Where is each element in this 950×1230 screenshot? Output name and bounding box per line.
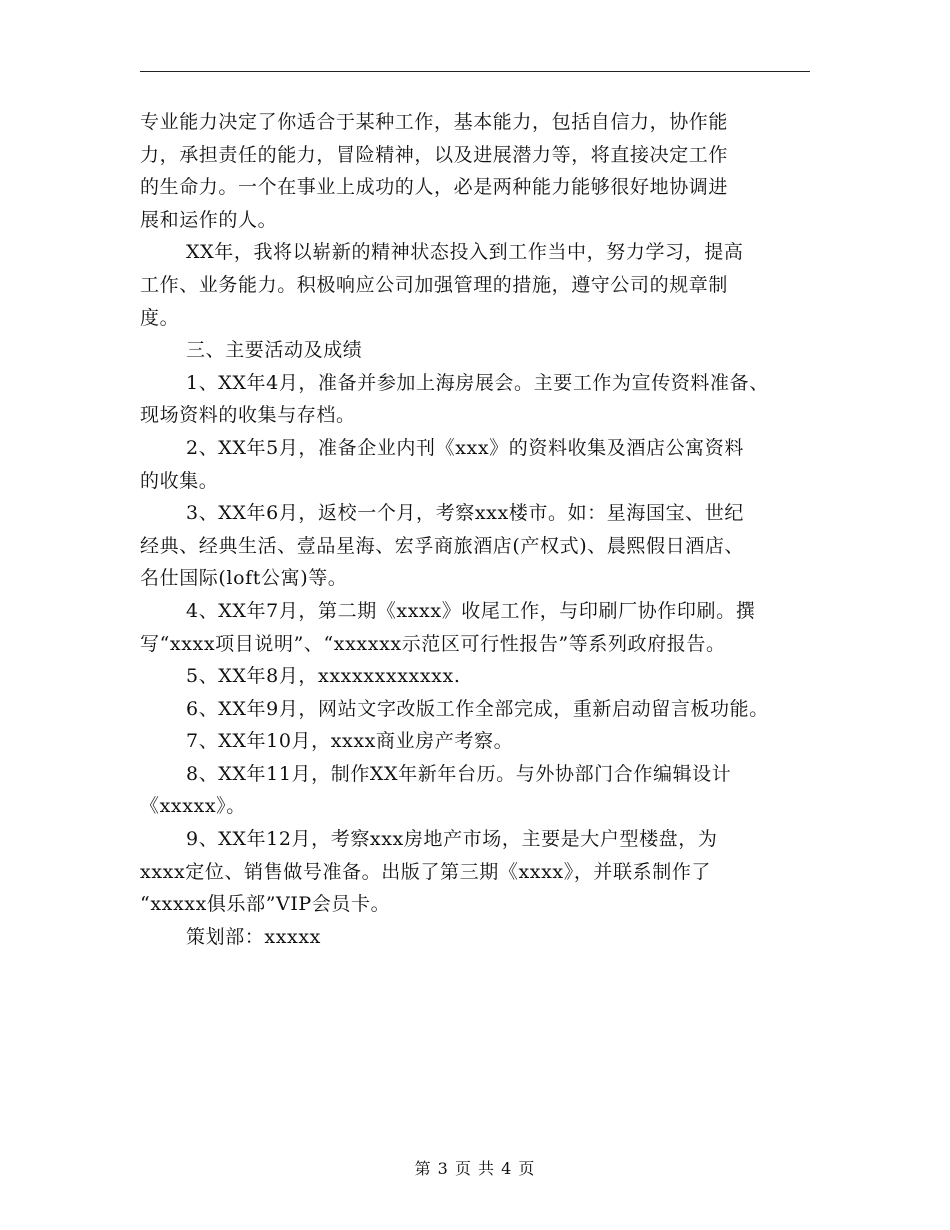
text-line: xxxx定位、销售做号准备。出版了第三期《xxxx》，并联系制作了 bbox=[140, 860, 712, 883]
document-body bbox=[140, 106, 830, 953]
text-line: 力，承担责任的能力，冒险精神，以及进展潜力等，将直接决定工作 bbox=[140, 143, 729, 166]
text-line: 经典、经典生活、壹品星海、宏孚商旅酒店(产权式)、晨熙假日酒店、 bbox=[140, 534, 745, 557]
text-line: “xxxxx俱乐部”VIP会员卡。 bbox=[140, 893, 391, 916]
text-line: 3、XX年6月，返校一个月，考察xxx楼市。如：星海国宝、世纪 bbox=[186, 502, 744, 525]
text-line: 度。 bbox=[140, 306, 180, 329]
text-line: 4、XX年7月，第二期《xxxx》收尾工作，与印刷厂协作印刷。撰 bbox=[186, 599, 756, 622]
header-rule bbox=[140, 71, 810, 72]
text-line: 1、XX年4月，准备并参加上海房展会。主要工作为宣传资料准备、 bbox=[186, 371, 769, 394]
text-line: 三、主要活动及成绩 bbox=[186, 339, 363, 362]
text-line: 9、XX年12月，考察xxx房地产市场，主要是大户型楼盘，为 bbox=[186, 828, 718, 851]
text-line: 6、XX年9月，网站文字改版工作全部完成，重新启动留言板功能。 bbox=[186, 697, 769, 720]
text-line: 8、XX年11月，制作XX年新年台历。与外协部门合作编辑设计 bbox=[186, 762, 732, 785]
text-line: 展和运作的人。 bbox=[140, 208, 278, 231]
text-line: 名仕国际(loft公寓)等。 bbox=[140, 567, 348, 590]
text-line: 7、XX年10月，xxxx商业房产考察。 bbox=[186, 730, 514, 753]
text-line: 写“xxxx项目说明”、“xxxxxx示范区可行性报告”等系列政府报告。 bbox=[140, 632, 726, 655]
text-line: 的生命力。一个在事业上成功的人，必是两种能力能够很好地协调进 bbox=[140, 176, 729, 199]
text-line: 的收集。 bbox=[140, 469, 219, 492]
text-line: 2、XX年5月，准备企业内刊《xxx》的资料收集及酒店公寓资料 bbox=[186, 436, 744, 459]
text-line: XX年，我将以崭新的精神状态投入到工作当中，努力学习，提高 bbox=[186, 241, 744, 264]
text-line: 《xxxxx》。 bbox=[140, 795, 246, 818]
text-line: 现场资料的收集与存档。 bbox=[140, 404, 356, 427]
text-line: 5、XX年8月，xxxxxxxxxxxx. bbox=[186, 665, 461, 688]
text-line: 专业能力决定了你适合于某种工作，基本能力，包括自信力，协作能 bbox=[140, 111, 729, 133]
page-number: 第 3 页 共 4 页 bbox=[414, 1159, 536, 1178]
text-line: 工作、业务能力。积极响应公司加强管理的措施，遵守公司的规章制 bbox=[140, 273, 729, 296]
text-line: 策划部：xxxxx bbox=[186, 925, 321, 948]
